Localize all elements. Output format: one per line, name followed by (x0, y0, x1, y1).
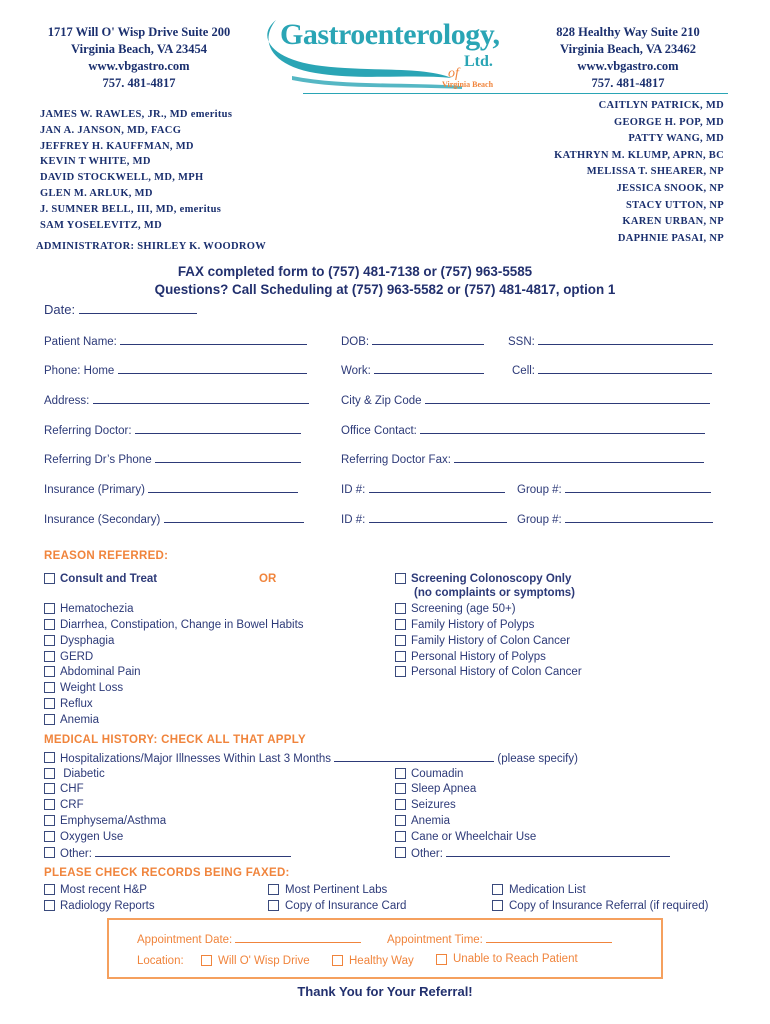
abdominal-pain-label: Abdominal Pain (60, 666, 141, 678)
other-right-input[interactable] (446, 846, 670, 857)
dysphagia-checkbox[interactable] (44, 635, 55, 646)
dob-label: DOB: (341, 336, 370, 348)
right-address (530, 24, 726, 92)
ssn-input[interactable] (538, 334, 713, 345)
oxygen-checkbox[interactable] (44, 831, 55, 842)
appointment-date-label: Appointment Date: (137, 934, 233, 946)
coumadin-checkbox[interactable] (395, 768, 406, 779)
referring-phone-label: Referring Dr’s Phone (44, 454, 152, 466)
phone-home-label: Phone: Home (44, 365, 115, 377)
cell-field[interactable] (512, 363, 712, 377)
doctor-name: STACY UTTON, NP (626, 199, 724, 211)
id-primary-field[interactable] (341, 482, 505, 496)
insurance-primary-label: Insurance (Primary) (44, 484, 145, 496)
reason-referred-heading: REASON REFERRED: (44, 550, 169, 562)
right-address-city: Virginia Beach, VA 23462 (560, 42, 696, 56)
appointment-time-label: Appointment Time: (387, 934, 483, 946)
personal-colon-cancer-checkbox[interactable] (395, 666, 406, 677)
right-address-phone: 757. 481-4817 (591, 76, 665, 90)
referring-doctor-input[interactable] (135, 423, 301, 434)
group-secondary-field[interactable] (517, 512, 713, 526)
group-secondary-label: Group #: (517, 514, 562, 526)
other-left-input[interactable] (95, 846, 291, 857)
right-address-web: www.vbgastro.com (577, 59, 679, 73)
reflux-label: Reflux (60, 698, 93, 710)
thank-you-note: Thank You for Your Referral! (297, 984, 473, 999)
group-primary-field[interactable] (517, 482, 711, 496)
id-primary-label: ID #: (341, 484, 366, 496)
doctor-name: JESSICA SNOOK, NP (616, 182, 724, 194)
date-input[interactable] (79, 301, 197, 314)
appointment-time-field[interactable] (387, 932, 612, 946)
referring-fax-label: Referring Doctor Fax: (341, 454, 451, 466)
weight-loss-checkbox[interactable] (44, 682, 55, 693)
appointment-time-input[interactable] (486, 932, 612, 943)
doctor-name: JAN A. JANSON, MD, FACG (40, 124, 182, 136)
unable-reach-label: Unable to Reach Patient (453, 953, 578, 965)
patient-name-input[interactable] (120, 334, 307, 345)
family-polyps-label: Family History of Polyps (411, 619, 535, 631)
referring-phone-input[interactable] (155, 452, 301, 463)
city-zip-input[interactable] (425, 393, 710, 404)
personal-polyps-label: Personal History of Polyps (411, 651, 546, 663)
address-input[interactable] (93, 393, 309, 404)
oxygen-label: Oxygen Use (60, 831, 124, 843)
anemia-reason-checkbox[interactable] (44, 714, 55, 725)
doctor-name: SAM YOSELEVITZ, MD (40, 219, 162, 231)
consult-checkbox[interactable] (44, 573, 55, 584)
questions-line: Questions? Call Scheduling at (757) 963-5582 or (757) 481-4817, option 1 (154, 282, 616, 297)
hospitalizations-label: Hospitalizations/Major Illnesses Within Last 3 Months (60, 753, 332, 765)
id-secondary-input[interactable] (369, 512, 507, 523)
screening-only-checkbox[interactable] (395, 573, 406, 584)
other-right-field[interactable] (411, 846, 670, 861)
left-address-city: Virginia Beach, VA 23454 (71, 42, 207, 56)
hp-checkbox[interactable] (44, 884, 55, 895)
date-label: Date: (44, 302, 76, 317)
hematochezia-checkbox[interactable] (44, 603, 55, 614)
will-o-wisp-label: Will O' Wisp Drive (218, 955, 310, 967)
office-contact-field[interactable] (341, 423, 705, 437)
bowel-habits-label: Diarrhea, Constipation, Change in Bowel Habits (60, 619, 304, 631)
bowel-habits-checkbox[interactable] (44, 619, 55, 630)
crf-label: CRF (60, 799, 84, 811)
doctor-name: MELISSA T. SHEARER, NP (586, 166, 724, 178)
unable-reach-checkbox[interactable] (436, 954, 447, 965)
anemia-reason-label: Anemia (60, 714, 99, 726)
left-address-street: 1717 Will O' Wisp Drive Suite 200 (47, 25, 231, 39)
address-field[interactable] (44, 393, 309, 407)
hospitalizations-input[interactable] (334, 751, 494, 762)
diabetic-label: Diabetic (60, 768, 105, 780)
left-address-web: www.vbgastro.com (88, 59, 190, 73)
patient-name-label: Patient Name: (44, 336, 117, 348)
id-secondary-field[interactable] (341, 512, 507, 526)
medical-history-heading: MEDICAL HISTORY: CHECK ALL THAT APPLY (44, 734, 306, 746)
ssn-field[interactable] (508, 334, 713, 348)
labs-label: Most Pertinent Labs (285, 884, 388, 896)
referring-phone-field[interactable] (44, 452, 301, 466)
logo-ltd: Ltd. (464, 53, 493, 70)
sleep-apnea-checkbox[interactable] (395, 783, 406, 794)
dysphagia-label: Dysphagia (60, 635, 115, 647)
group-secondary-input[interactable] (565, 512, 713, 523)
cell-input[interactable] (538, 363, 712, 374)
doctor-name: KEVIN T WHITE, MD (40, 156, 151, 168)
other-right-checkbox[interactable] (395, 847, 406, 858)
screening-note: (no complaints or symptoms) (414, 587, 576, 599)
family-colon-cancer-label: Family History of Colon Cancer (411, 635, 571, 647)
labs-checkbox[interactable] (268, 884, 279, 895)
gerd-checkbox[interactable] (44, 651, 55, 662)
group-primary-label: Group #: (517, 484, 562, 496)
sleep-apnea-label: Sleep Apnea (411, 783, 477, 795)
coumadin-label: Coumadin (411, 768, 464, 780)
radiology-label: Radiology Reports (60, 900, 155, 912)
work-input[interactable] (374, 363, 484, 374)
referring-doctor-label: Referring Doctor: (44, 425, 132, 437)
chf-label: CHF (60, 783, 84, 795)
insurance-secondary-input[interactable] (164, 512, 304, 523)
id-primary-input[interactable] (369, 482, 505, 493)
hospitalizations-checkbox[interactable] (44, 752, 55, 763)
location-label: Location: (137, 955, 184, 967)
doctor-name: CAITLYN PATRICK, MD (598, 100, 724, 111)
seizures-checkbox[interactable] (395, 799, 406, 810)
personal-colon-cancer-label: Personal History of Colon Cancer (411, 666, 582, 678)
cell-label: Cell: (512, 365, 536, 377)
cane-wheelchair-label: Cane or Wheelchair Use (411, 831, 537, 843)
insurance-primary-input[interactable] (148, 482, 298, 493)
referring-fax-field[interactable] (341, 452, 704, 466)
diabetic-checkbox[interactable] (44, 768, 55, 779)
appointment-date-field[interactable] (137, 932, 361, 946)
doctor-name: GEORGE H. POP, MD (613, 116, 724, 128)
appointment-box (107, 918, 663, 979)
doctor-name: PATTY WANG, MD (628, 133, 724, 145)
office-contact-label: Office Contact: (341, 425, 417, 437)
administrator: ADMINISTRATOR: SHIRLEY K. WOODROW (36, 241, 267, 252)
phone-home-field[interactable] (44, 363, 307, 377)
doctor-name: DAPHNIE PASAI, NP (617, 232, 724, 244)
screening-only-label: Screening Colonoscopy Only (411, 573, 572, 585)
logo-title: Gastroenterology, (280, 18, 500, 51)
referring-fax-input[interactable] (454, 452, 704, 463)
cane-wheelchair-checkbox[interactable] (395, 831, 406, 842)
consult-label: Consult and Treat (60, 573, 158, 585)
logo-place: Virginia Beach (442, 80, 494, 89)
doctor-name: GLEN M. ARLUK, MD (40, 187, 153, 199)
insurance-referral-label: Copy of Insurance Referral (if required) (509, 900, 709, 912)
doctor-name: KATHRYN M. KLUMP, APRN, BC (554, 149, 724, 161)
chf-checkbox[interactable] (44, 783, 55, 794)
or-label: OR (259, 573, 277, 585)
work-label: Work: (341, 365, 371, 377)
medication-list-label: Medication List (509, 884, 586, 896)
patient-name-field[interactable] (44, 334, 307, 348)
insurance-referral-checkbox[interactable] (492, 900, 503, 911)
hp-label: Most recent H&P (60, 884, 147, 896)
practice-logo (262, 16, 506, 92)
work-field[interactable] (341, 363, 484, 377)
weight-loss-label: Weight Loss (60, 682, 124, 694)
anemia-history-label: Anemia (411, 815, 450, 827)
insurance-card-checkbox[interactable] (268, 900, 279, 911)
city-zip-label: City & Zip Code (341, 395, 422, 407)
reflux-checkbox[interactable] (44, 698, 55, 709)
left-address-phone: 757. 481-4817 (102, 76, 176, 90)
doctor-name: DAVID STOCKWELL, MD, MPH (40, 172, 204, 184)
insurance-secondary-field[interactable] (44, 512, 304, 526)
appointment-date-input[interactable] (235, 932, 361, 943)
date-field[interactable] (44, 301, 197, 317)
office-contact-input[interactable] (420, 423, 705, 434)
doctor-name: J. SUMNER BELL, III, MD, emeritus (40, 203, 222, 215)
records-heading: PLEASE CHECK RECORDS BEING FAXED: (44, 867, 290, 879)
radiology-checkbox[interactable] (44, 900, 55, 911)
healthy-way-checkbox[interactable] (332, 955, 343, 966)
gerd-label: GERD (60, 651, 94, 663)
logo-of: of (448, 66, 459, 81)
doctors-right (554, 98, 724, 247)
id-secondary-label: ID #: (341, 514, 366, 526)
doctor-name: JEFFREY H. KAUFFMAN, MD (40, 140, 194, 152)
other-left-label: Other: (60, 848, 92, 860)
other-left-field[interactable] (60, 846, 291, 861)
seizures-label: Seizures (411, 799, 456, 811)
hematochezia-label: Hematochezia (60, 603, 134, 615)
address-label: Address: (44, 395, 90, 407)
group-primary-input[interactable] (565, 482, 711, 493)
other-right-label: Other: (411, 848, 443, 860)
right-address-street: 828 Healthy Way Suite 210 (556, 25, 700, 39)
medication-list-checkbox[interactable] (492, 884, 503, 895)
screening-age-checkbox[interactable] (395, 603, 406, 614)
emphysema-checkbox[interactable] (44, 815, 55, 826)
phone-home-input[interactable] (118, 363, 307, 374)
healthy-way-label: Healthy Way (349, 955, 414, 967)
anemia-history-checkbox[interactable] (395, 815, 406, 826)
insurance-primary-field[interactable] (44, 482, 298, 496)
screening-age-label: Screening (age 50+) (411, 603, 516, 615)
insurance-card-label: Copy of Insurance Card (285, 900, 407, 912)
header-divider (303, 93, 728, 94)
other-left-checkbox[interactable] (44, 847, 55, 858)
fax-instructions: FAX completed form to (757) 481-7138 or (757) 963-5585 (177, 264, 533, 279)
please-specify-label: (please specify) (497, 753, 578, 765)
insurance-secondary-label: Insurance (Secondary) (44, 514, 161, 526)
family-colon-cancer-checkbox[interactable] (395, 635, 406, 646)
ssn-label: SSN: (508, 336, 535, 348)
personal-polyps-checkbox[interactable] (395, 651, 406, 662)
doctor-name: JAMES W. RAWLES, JR., MD emeritus (40, 109, 233, 120)
emphysema-label: Emphysema/Asthma (60, 815, 167, 827)
family-polyps-checkbox[interactable] (395, 619, 406, 630)
dob-field[interactable] (341, 334, 484, 348)
referring-doctor-field[interactable] (44, 423, 301, 437)
hospitalizations-field[interactable] (60, 751, 578, 766)
doctors-left (40, 107, 232, 233)
city-zip-field[interactable] (341, 393, 710, 407)
dob-input[interactable] (372, 334, 484, 345)
abdominal-pain-checkbox[interactable] (44, 666, 55, 677)
doctor-name: KAREN URBAN, NP (622, 216, 724, 228)
crf-checkbox[interactable] (44, 799, 55, 810)
left-address (36, 24, 242, 92)
will-o-wisp-checkbox[interactable] (201, 955, 212, 966)
